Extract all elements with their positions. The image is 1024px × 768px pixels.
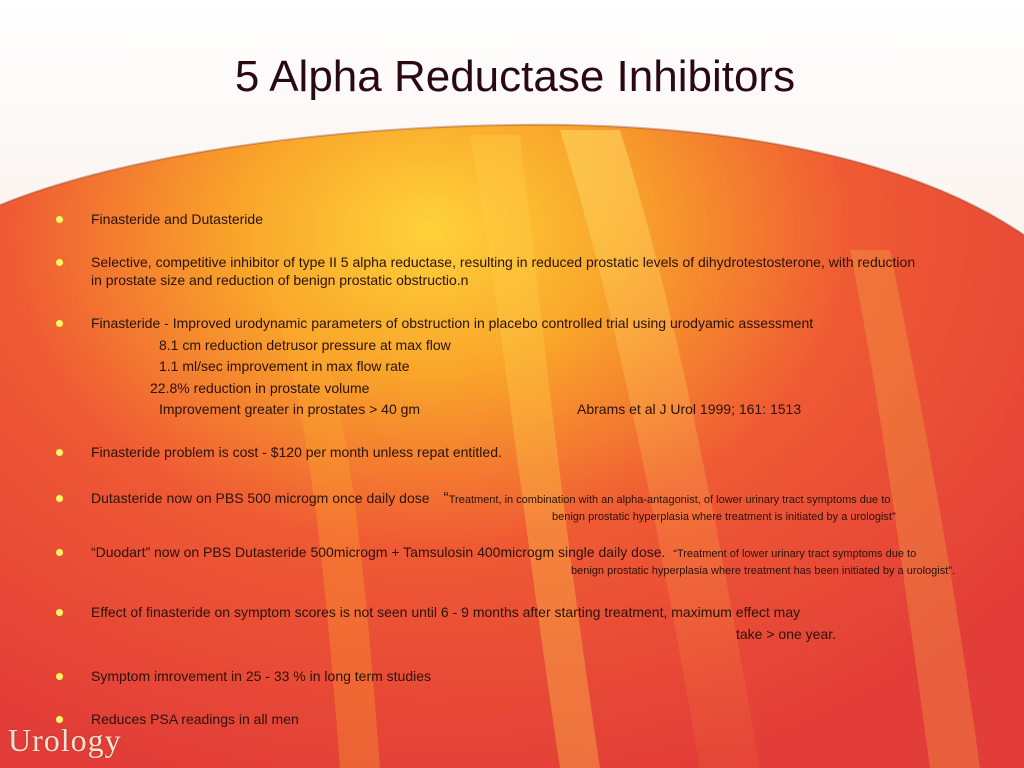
quote-mark: “ [443, 490, 449, 507]
bullet-dot [56, 320, 63, 327]
bullet-text-line: Selective, competitive inhibitor of type II 5 alpha reductase, resulting in reduced prostatic levels of dihydrotestosterone, with reduction [91, 254, 916, 270]
bullet-dot [56, 609, 63, 616]
bullet-text: Finasteride and Dutasteride [91, 211, 263, 227]
pbs-note-line: benign prostatic hyperplasia where treatment has been initiated by a urologist”. [571, 565, 956, 577]
sub-item: 22.8% reduction in prostate volume [150, 380, 370, 396]
bullet-text [91, 490, 890, 508]
bullet-dot [56, 259, 63, 266]
bullet-text-line: Effect of finasteride on symptom scores is not seen until 6 - 9 months after starting treatment, maximum effect may [91, 604, 801, 620]
sub-item: 8.1 cm reduction detrusor pressure at max flow [159, 337, 451, 353]
reference-citation: Abrams et al J Urol 1999; 161: 1513 [577, 401, 802, 417]
sub-item: 1.1 ml/sec improvement in max flow rate [159, 358, 410, 374]
bullet-text-line: take > one year. [736, 626, 837, 642]
bullet-text: Symptom imrovement in 25 - 33 % in long term studies [91, 668, 432, 684]
bullet-main-text: Dutasteride now on PBS 500 microgm once daily dose [91, 490, 430, 506]
bullet-text: Reduces PSA readings in all men [91, 711, 299, 727]
bullet-dot [56, 216, 63, 223]
bullet-text [91, 544, 916, 560]
bullet-main-text: “Duodart” now on PBS Dutasteride 500microgm + Tamsulosin 400microgm single daily dose. [91, 544, 666, 560]
slide-title: 5 Alpha Reductase Inhibitors [234, 52, 796, 101]
bullet-dot [56, 495, 63, 502]
urology-logo: Urology [8, 722, 122, 758]
bullet-text-line: in prostate size and reduction of benign prostatic obstructio.n [91, 272, 469, 288]
bullet-dot [56, 673, 63, 680]
bullet-dot [56, 549, 63, 556]
pbs-note: “Treatment of lower urinary tract symptoms due to [673, 548, 917, 560]
pbs-note-line: benign prostatic hyperplasia where treatment is initiated by a urologist” [552, 511, 896, 523]
pbs-note: Treatment, in combination with an alpha-antagonist, of lower urinary tract symptoms due to [448, 494, 891, 506]
sub-item: Improvement greater in prostates > 40 gm [159, 401, 421, 417]
bullet-dot [56, 449, 63, 456]
bullet-text: Finasteride - Improved urodynamic parameters of obstruction in placebo controlled trial using urodyamic assessment [91, 315, 814, 331]
bullet-text: Finasteride problem is cost - $120 per month unless repat entitled. [91, 444, 502, 460]
